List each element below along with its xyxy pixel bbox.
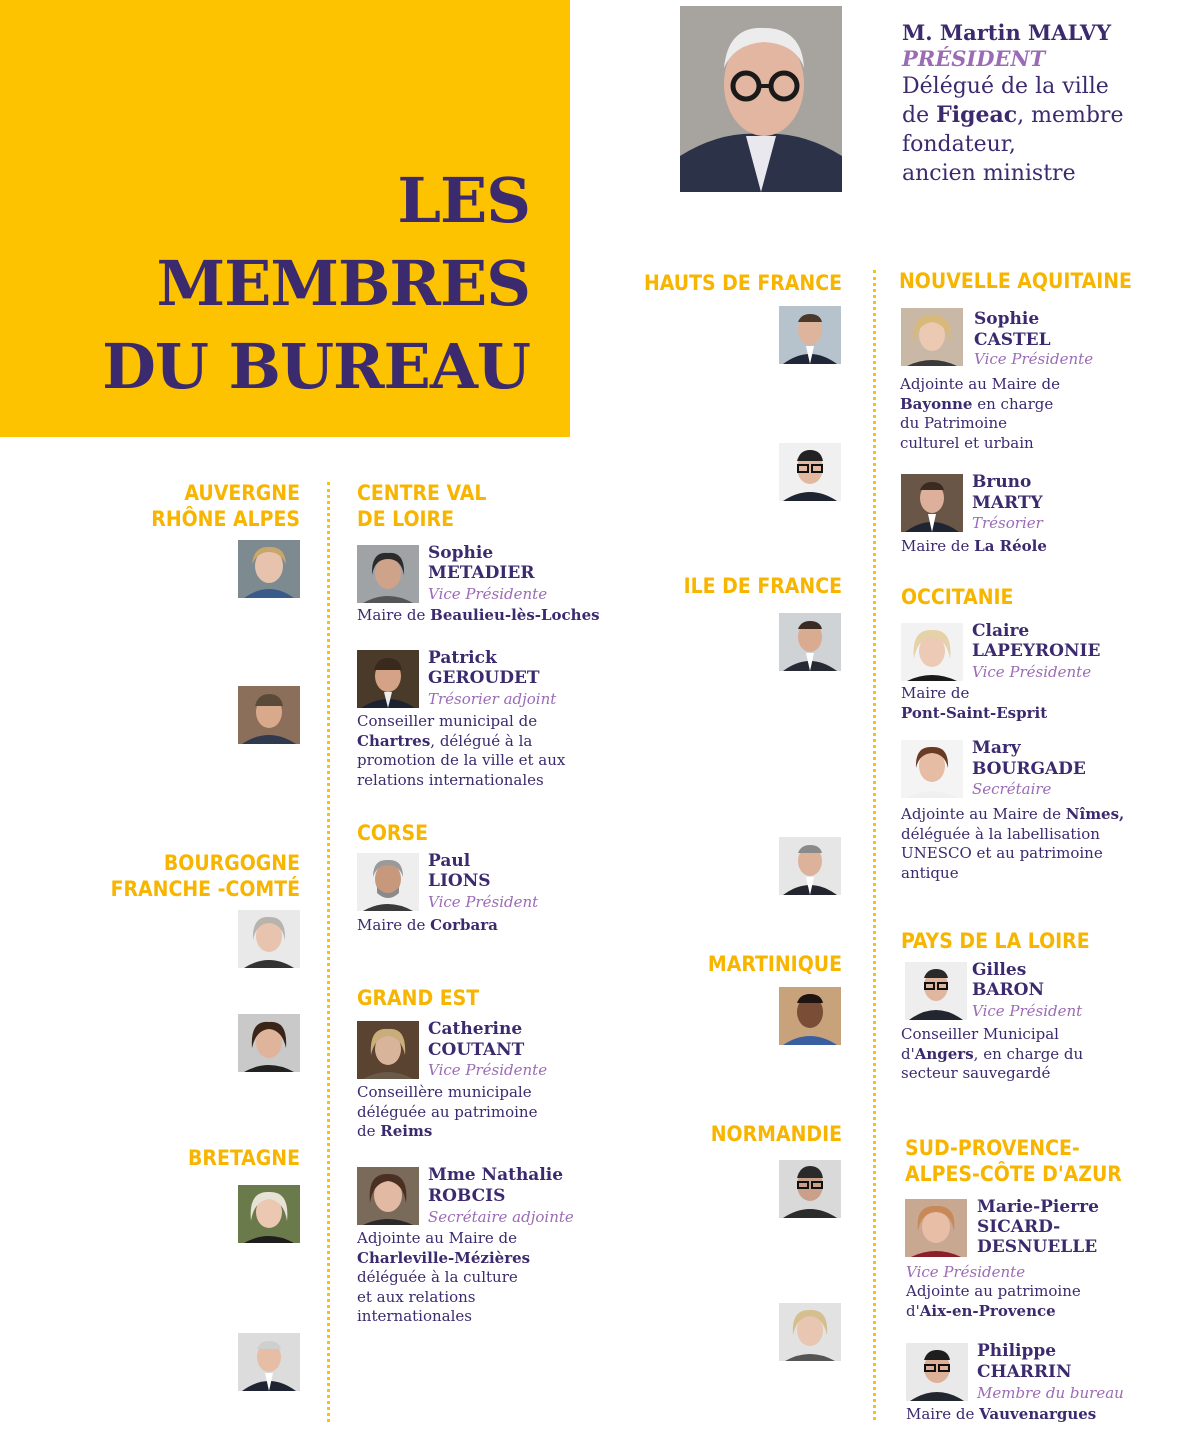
portrait-photo xyxy=(901,308,963,366)
member-role: Vice Présidente xyxy=(428,1061,548,1079)
region-loire: PAYS DE LA LOIRE xyxy=(901,929,1090,953)
member-last-name: METADIER xyxy=(428,563,535,583)
portrait-photo xyxy=(779,1160,841,1218)
member-description: Adjointe au Maire de Nîmes, déléguée à la labellisation UNESCO et au patrimoine antique xyxy=(901,805,1125,882)
portrait-photo xyxy=(779,613,841,671)
member-role: Membre du bureau xyxy=(977,1384,1124,1402)
portrait-photo xyxy=(238,1333,300,1391)
member-role: Trésorier xyxy=(972,514,1043,532)
member-first-name: Philippe xyxy=(977,1341,1057,1361)
member-last-name: LAPEYRONIE xyxy=(972,641,1101,661)
member-first-name: Paul xyxy=(428,851,471,871)
member-last-name: BARON xyxy=(972,980,1045,1000)
portrait-photo xyxy=(238,540,300,598)
president-desc-2: de Figeac, membre xyxy=(902,102,1124,128)
member-first-name: Mary xyxy=(972,738,1021,758)
member-last-name: MARTY xyxy=(972,493,1043,513)
portrait-photo xyxy=(357,853,419,911)
region-normandie: NORMANDIE xyxy=(710,1122,842,1146)
president-title: PRÉSIDENT xyxy=(902,46,1046,71)
member-description: Adjointe au Maire de Bayonne en charge du Patrimoine culturel et urbain xyxy=(900,375,1061,452)
president-desc-3: fondateur, xyxy=(902,132,1016,157)
portrait-photo xyxy=(357,545,419,603)
region-iledefrance: ILE DE FRANCE xyxy=(683,574,842,598)
member-first-name: Bruno xyxy=(972,472,1032,492)
portrait-photo xyxy=(357,1021,419,1079)
member-last-name: LIONS xyxy=(428,871,491,891)
member-first-name: Gilles xyxy=(972,960,1027,980)
member-description: Maire de Corbara xyxy=(357,916,498,934)
portrait-photo xyxy=(779,306,841,364)
region-aquitaine: NOUVELLE AQUITAINE xyxy=(899,269,1132,293)
president-desc-4: ancien ministre xyxy=(902,161,1076,186)
region-martinique: MARTINIQUE xyxy=(707,952,842,976)
member-last-name: ROBCIS xyxy=(428,1186,506,1206)
region-auvergne: AUVERGNE RHÔNE ALPES xyxy=(151,481,300,531)
region-hauts: HAUTS DE FRANCE xyxy=(643,271,842,295)
member-first-name: Claire xyxy=(972,621,1030,641)
title-block xyxy=(0,0,570,437)
member-first-name: Sophie xyxy=(428,543,494,563)
member-role: Vice Présidente xyxy=(906,1263,1026,1281)
member-role: Secrétaire xyxy=(972,780,1052,798)
member-first-name: Sophie xyxy=(974,309,1040,329)
portrait-photo xyxy=(901,623,963,681)
portrait-photo xyxy=(905,1199,967,1257)
member-role: Vice Président xyxy=(428,893,539,911)
president-name: M. Martin MALVY xyxy=(902,20,1112,45)
member-first-name: Mme Nathalie xyxy=(428,1165,564,1185)
member-description: Adjointe au Maire de Charleville-Mézières déléguée à la culture et aux relations internationales xyxy=(357,1229,531,1325)
portrait-photo xyxy=(779,837,841,895)
portrait-photo xyxy=(905,962,967,1020)
column-divider-1 xyxy=(327,482,330,1422)
member-description: Adjointe au patrimoine d'Aix-en-Provence xyxy=(906,1282,1081,1320)
member-role: Vice Présidente xyxy=(972,663,1092,681)
portrait-photo xyxy=(238,1185,300,1243)
member-role: Vice Président xyxy=(972,1002,1083,1020)
page-title-line-3: DU BUREAU xyxy=(102,330,530,403)
member-last-name: CHARRIN xyxy=(977,1362,1072,1382)
page-title-line-1: LES xyxy=(397,164,530,237)
president-info xyxy=(902,20,1192,188)
member-last-name: GEROUDET xyxy=(428,668,540,688)
portrait-photo xyxy=(238,1014,300,1072)
page-title-line-2: MEMBRES xyxy=(156,247,530,320)
region-occitanie: OCCITANIE xyxy=(901,585,1014,609)
member-description: Conseillère municipale déléguée au patrimoine de Reims xyxy=(357,1083,538,1140)
region-corse: CORSE xyxy=(357,821,428,845)
region-centre: CENTRE VAL DE LOIRE xyxy=(357,481,487,531)
portrait-photo xyxy=(906,1343,968,1401)
member-last-name: CASTEL xyxy=(974,330,1051,350)
president-photo xyxy=(680,6,842,192)
portrait-photo xyxy=(779,987,841,1045)
portrait-photo xyxy=(357,650,419,708)
member-description: Conseiller municipal de Chartres, délégué à la promotion de la ville et aux relations internationales xyxy=(357,712,566,789)
portrait-photo xyxy=(779,443,841,501)
member-role: Vice Présidente xyxy=(428,585,548,603)
member-role: Vice Présidente xyxy=(974,350,1094,368)
member-role: Secrétaire adjointe xyxy=(428,1208,574,1226)
portrait-photo xyxy=(357,1167,419,1225)
region-bourgogne: BOURGOGNE FRANCHE -COMTÉ xyxy=(110,851,300,901)
member-last-name: DESNUELLE xyxy=(977,1237,1098,1257)
portrait-photo xyxy=(238,910,300,968)
member-last-name: COUTANT xyxy=(428,1040,525,1060)
portrait-photo xyxy=(779,1303,841,1361)
member-last-name: BOURGADE xyxy=(972,759,1086,779)
column-divider-2 xyxy=(873,270,876,1420)
member-description: Maire de Beaulieu-lès-Loches xyxy=(357,606,600,624)
president-desc-1: Délégué de la ville xyxy=(902,74,1109,99)
member-description: Conseiller Municipal d'Angers, en charge du secteur sauvegardé xyxy=(901,1025,1084,1082)
region-paca: SUD-PROVENCE- ALPES-CÔTE D'AZUR xyxy=(905,1136,1122,1186)
member-description: Maire de Vauvenargues xyxy=(906,1405,1097,1423)
member-first-name: Marie-Pierre xyxy=(977,1197,1099,1217)
region-grandest: GRAND EST xyxy=(357,986,480,1010)
member-last-name: SICARD- xyxy=(977,1217,1061,1237)
member-role: Trésorier adjoint xyxy=(428,690,557,708)
member-description: Maire de Pont-Saint-Esprit xyxy=(901,684,1048,722)
member-description: Maire de La Réole xyxy=(901,537,1047,555)
region-bretagne: BRETAGNE xyxy=(188,1146,300,1170)
member-first-name: Catherine xyxy=(428,1019,523,1039)
portrait-photo xyxy=(901,740,963,798)
portrait-photo xyxy=(901,474,963,532)
member-first-name: Patrick xyxy=(428,648,497,668)
portrait-photo xyxy=(238,686,300,744)
